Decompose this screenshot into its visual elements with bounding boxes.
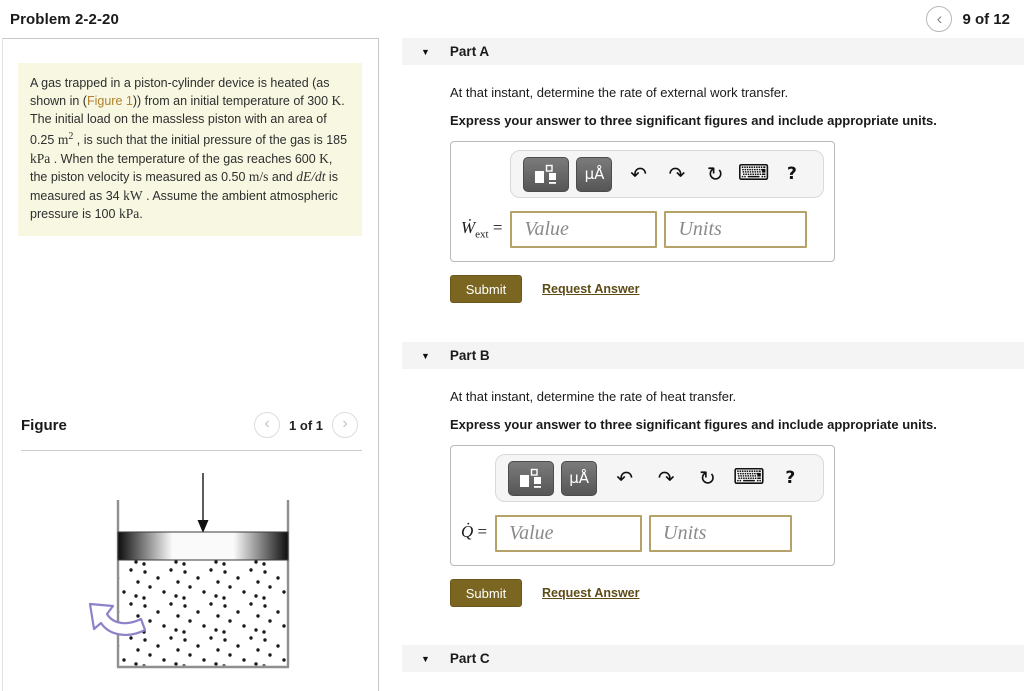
part-b-instruction: Express your answer to three significant figures and include appropriate units.	[450, 417, 937, 432]
equals-sign: =	[473, 522, 488, 542]
problem-text-segment: .	[139, 207, 143, 221]
part-c-header[interactable]	[402, 645, 1024, 672]
piston	[118, 532, 288, 560]
problem-text-segment: A gas trapped in a piston-cylinder device is heated (as shown in (	[30, 76, 330, 109]
chevron-left-icon: ‹	[264, 415, 270, 433]
part-a-label: Part A	[449, 44, 490, 59]
figure-divider	[21, 450, 362, 451]
answer-subscript: ext	[475, 228, 489, 241]
symbols-button[interactable]	[561, 461, 597, 496]
mu-angstrom-icon: μÅ	[569, 469, 590, 487]
figure-page-indicator: 1 of 1	[289, 417, 323, 433]
problem-text-segment: is measured as 34	[30, 170, 338, 203]
load-arrow	[198, 473, 209, 533]
part-a-answer-box	[450, 141, 835, 262]
keyboard-shortcuts-button[interactable]: ⌨	[733, 465, 765, 490]
submit-button[interactable]: Submit	[450, 579, 522, 607]
part-b-question: At that instant, determine the rate of heat transfer.	[450, 389, 737, 404]
reset-button[interactable]: ↻	[706, 162, 724, 186]
submit-button[interactable]: Submit	[450, 275, 522, 303]
part-b-section	[402, 342, 1024, 607]
help-button[interactable]: ?	[785, 467, 796, 488]
figure-section	[3, 412, 378, 682]
part-a-section	[402, 38, 1024, 303]
equals-sign: =	[488, 218, 503, 238]
figure-header	[3, 412, 378, 438]
problem-text-segment: , is such that the initial pressure of the gas is 185	[73, 133, 348, 148]
part-b-header[interactable]	[402, 342, 1024, 369]
value-input[interactable]	[495, 515, 642, 552]
part-b-label: Part B	[449, 348, 490, 363]
equation-toolbar	[495, 454, 824, 502]
previous-item-button[interactable]	[926, 6, 952, 32]
problem-text-segment: . The initial load on the massless piston with an area of 0.25	[30, 94, 345, 148]
problem-text-segment: K	[331, 93, 342, 109]
top-header	[0, 0, 1024, 38]
units-input[interactable]	[649, 515, 792, 552]
problem-statement	[18, 63, 362, 236]
figure-pager	[254, 412, 358, 438]
item-page-indicator: 9 of 12	[962, 10, 1010, 28]
problem-text-segment: . Assume the ambient atmospheric pressure is 100	[30, 188, 338, 221]
part-a-body	[402, 85, 1024, 303]
item-navigation	[926, 6, 1010, 32]
part-a-submit-row	[450, 275, 1024, 303]
problem-text-segment: kW	[123, 187, 143, 203]
undo-button[interactable]: ↶	[616, 466, 634, 490]
problem-text-segment: , the piston velocity is measured as 0.50	[30, 151, 333, 185]
figure-title: Figure	[21, 416, 67, 434]
part-b-answer-label	[461, 522, 487, 544]
units-input[interactable]	[664, 211, 807, 248]
figure-next-button[interactable]	[332, 412, 358, 438]
request-answer-link[interactable]: Request Answer	[542, 282, 640, 296]
templates-icon	[519, 468, 543, 488]
main-split	[0, 38, 1024, 691]
templates-icon	[534, 164, 558, 184]
redo-button[interactable]: ↷	[668, 162, 686, 186]
mu-angstrom-icon: μÅ	[584, 165, 605, 183]
problem-text-segment: K	[319, 150, 329, 166]
part-b-answer-fields	[495, 515, 824, 552]
problem-text-segment: . When the temperature of the gas reaches 600	[50, 151, 320, 166]
collapse-caret-icon[interactable]: ▼	[421, 653, 430, 664]
problem-text-segment: kPa	[30, 150, 51, 166]
part-a-question: At that instant, determine the rate of external work transfer.	[450, 85, 789, 100]
figure-prev-button[interactable]	[254, 412, 280, 438]
problem-text-segment: m	[57, 132, 69, 148]
collapse-caret-icon[interactable]: ▼	[421, 350, 430, 361]
figure-image	[61, 465, 378, 682]
collapse-caret-icon[interactable]: ▼	[421, 46, 430, 57]
right-pane	[379, 38, 1024, 691]
part-c-section	[402, 645, 1024, 672]
piston-cylinder-diagram	[61, 465, 301, 677]
symbols-button[interactable]	[576, 157, 612, 192]
equation-toolbar	[510, 150, 824, 198]
value-input[interactable]	[510, 211, 657, 248]
q-dot-symbol: Q̇	[461, 522, 474, 542]
undo-button[interactable]: ↶	[630, 162, 647, 186]
part-b-body	[402, 389, 1024, 607]
chevron-right-icon: ›	[342, 415, 348, 433]
redo-button[interactable]: ↷	[657, 466, 675, 490]
chevron-left-icon: ‹	[936, 8, 943, 28]
equation-templates-button[interactable]	[523, 157, 569, 192]
page-title: Problem 2-2-20	[10, 10, 119, 28]
problem-text-segment: m/s	[248, 169, 269, 185]
problem-text-segment: 2	[68, 131, 74, 143]
part-b-answer-box	[450, 445, 835, 566]
part-a-instruction: Express your answer to three significant figures and include appropriate units.	[450, 113, 937, 128]
part-a-header[interactable]	[402, 38, 1024, 65]
reset-button[interactable]: ↻	[699, 466, 716, 490]
part-c-label: Part C	[449, 651, 490, 666]
figure-1-link[interactable]: Figure 1	[86, 94, 133, 109]
part-b-submit-row	[450, 579, 1024, 607]
gas-dots	[120, 560, 287, 666]
problem-text-segment: kPa	[118, 206, 140, 221]
request-answer-link[interactable]: Request Answer	[542, 586, 640, 600]
w-dot-symbol: Ẇ	[461, 218, 476, 238]
part-a-answer-label	[461, 218, 502, 240]
help-button[interactable]: ?	[786, 163, 797, 184]
equation-templates-button[interactable]	[508, 461, 554, 496]
problem-text-segment: dE/dt	[296, 169, 326, 185]
problem-text-segment: )) from an initial temperature of 300	[132, 94, 332, 109]
problem-text-segment: and	[268, 170, 297, 185]
left-pane	[2, 38, 379, 691]
keyboard-shortcuts-button[interactable]: ⌨	[737, 161, 770, 186]
part-a-answer-fields	[510, 211, 824, 248]
